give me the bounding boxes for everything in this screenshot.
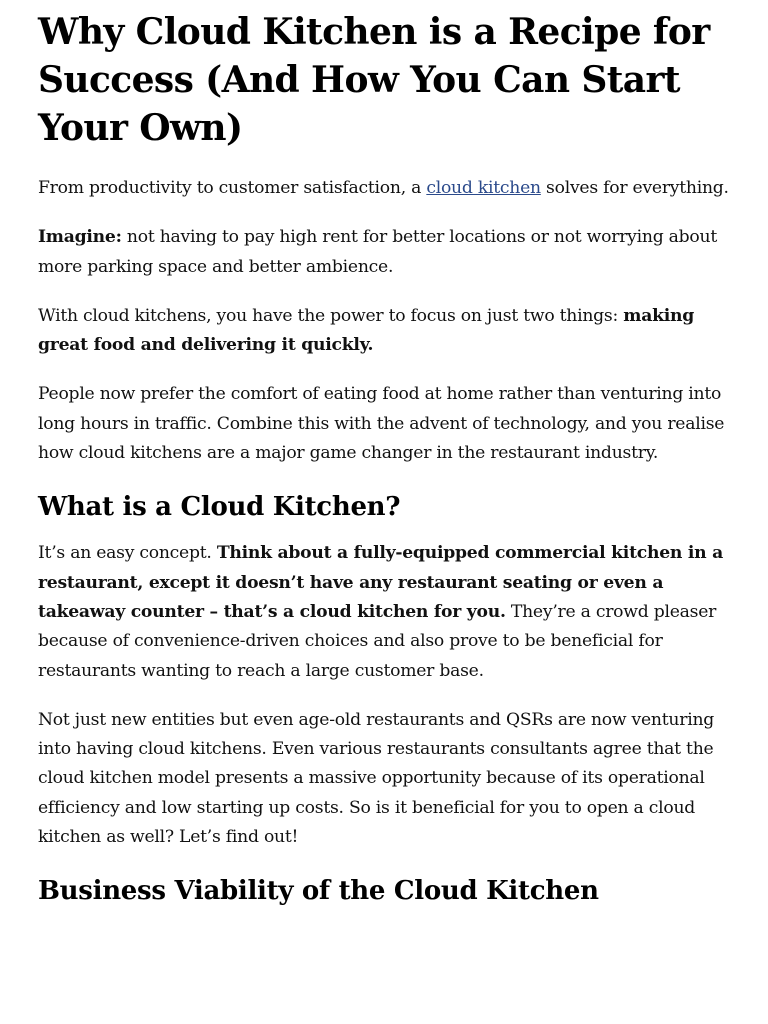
concept-bold: Think about a fully-equipped commercial kitchen in a restaurant, except it doesn’t have any restaurant seating or even a takeaway counter – that’s a cloud kitchen for you. — [38, 543, 724, 622]
intro-text-after: solves for everything. — [540, 178, 729, 198]
people-paragraph: People now prefer the comfort of eating food at home rather than venturing into long hours in traffic. Combine this with the advent of technology, and you realise how cloud kitchens are a major game changer in the restaurant industry. — [38, 384, 725, 464]
focus-paragraph — [38, 302, 734, 361]
cloud-kitchen-link[interactable]: cloud kitchen — [426, 178, 541, 198]
article-title: Why Cloud Kitchen is a Recipe for Success (And How You Can Start Your Own) — [38, 11, 710, 149]
focus-bold: making great food and delivering it quickly. — [38, 305, 695, 356]
section-heading-business-viability: Business Viability of the Cloud Kitchen — [38, 876, 599, 907]
section-heading-what-is: What is a Cloud Kitchen? — [38, 492, 401, 523]
imagine-paragraph — [38, 223, 734, 282]
concept-text-before: It’s an easy concept. — [38, 543, 217, 564]
imagine-text: not having to pay high rent for better locations or not worrying about more parking space and better ambience. — [38, 227, 717, 277]
opportunity-paragraph: Not just new entities but even age-old restaurants and QSRs are now venturing into having cloud kitchens. Even various restaurants consultants agree that the cloud kitchen model presents a massive opportunity because of its operational efficiency and low starting up costs. So is it beneficial for you to open a cloud kitchen as well? Let’s find out! — [38, 709, 715, 848]
concept-text-after: They’re a crowd pleaser because of convenience-driven choices and also prove to be beneficial for restaurants wanting to reach a large customer base. — [38, 601, 717, 681]
focus-text: With cloud kitchens, you have the power to focus on just two things: — [38, 305, 624, 326]
concept-paragraph — [38, 539, 734, 685]
intro-paragraph — [38, 174, 734, 203]
imagine-label: Imagine: — [38, 227, 122, 248]
intro-text-before: From productivity to customer satisfaction, a — [38, 178, 427, 198]
